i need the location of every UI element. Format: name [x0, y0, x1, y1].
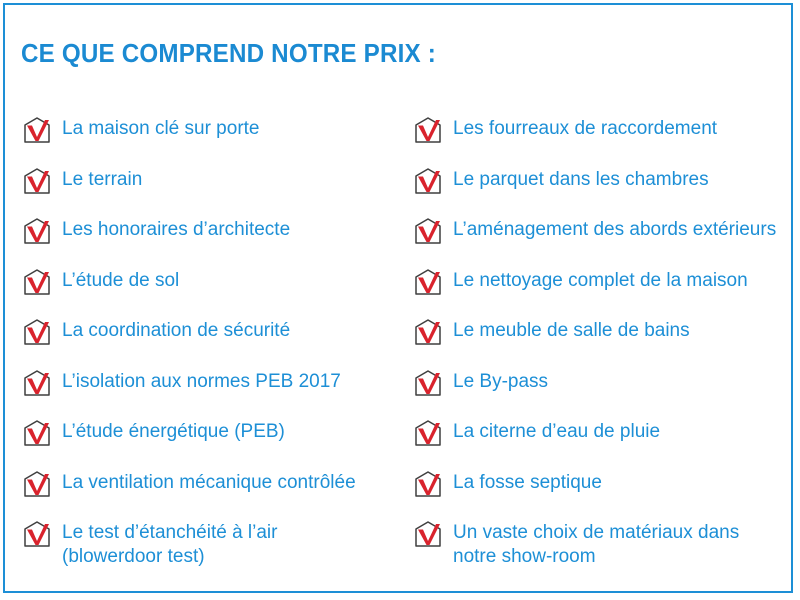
list-item-label: Le terrain: [62, 168, 143, 190]
house-check-icon: [22, 369, 52, 397]
house-check-icon: [22, 419, 52, 447]
house-check-icon: [22, 470, 52, 498]
list-item-label: Le test d’étanchéité à l’air: [62, 522, 278, 543]
house-check-icon: [413, 167, 443, 195]
list-item-label: Le nettoyage complet de la maison: [453, 269, 748, 291]
house-check-icon: [413, 520, 443, 548]
house-check-icon: [22, 520, 52, 548]
house-check-icon: [413, 217, 443, 245]
house-check-icon: [413, 318, 443, 346]
price-card: [3, 3, 793, 593]
list-item-label: La fosse septique: [453, 471, 602, 493]
house-check-icon: [413, 470, 443, 498]
house-check-icon: [22, 318, 52, 346]
list-item-label: Le By-pass: [453, 370, 549, 392]
list-item-label: Le meuble de salle de bains: [453, 320, 690, 341]
list-item-label: notre show-room: [453, 546, 596, 567]
list-item-label: L’étude de sol: [62, 269, 180, 291]
house-check-icon: [22, 268, 52, 296]
list-item-label: L’isolation aux normes PEB 2017: [62, 370, 341, 392]
house-check-icon: [22, 116, 52, 144]
list-item-label: La ventilation mécanique contrôlée: [62, 471, 356, 493]
list-item-label: La citerne d’eau de pluie: [453, 421, 661, 442]
list-item-label: Le parquet dans les chambres: [453, 168, 709, 190]
house-check-icon: [22, 217, 52, 245]
house-check-icon: [413, 268, 443, 296]
list-item-label: Un vaste choix de matériaux dans: [453, 522, 740, 543]
house-check-icon: [413, 369, 443, 397]
list-item-label: Les honoraires d’architecte: [62, 219, 291, 240]
list-item-label: L’étude énergétique (PEB): [62, 421, 285, 442]
list-item-label: Les fourreaux de raccordement: [453, 118, 718, 139]
list-item-label: (blowerdoor test): [62, 546, 205, 567]
house-check-icon: [22, 167, 52, 195]
page-title: CE QUE COMPREND NOTRE PRIX :: [21, 38, 436, 68]
list-item-label: La maison clé sur porte: [62, 118, 260, 139]
list-item-label: L’aménagement des abords extérieurs: [453, 219, 777, 240]
list-item-label: La coordination de sécurité: [62, 320, 291, 341]
house-check-icon: [413, 116, 443, 144]
house-check-icon: [413, 419, 443, 447]
